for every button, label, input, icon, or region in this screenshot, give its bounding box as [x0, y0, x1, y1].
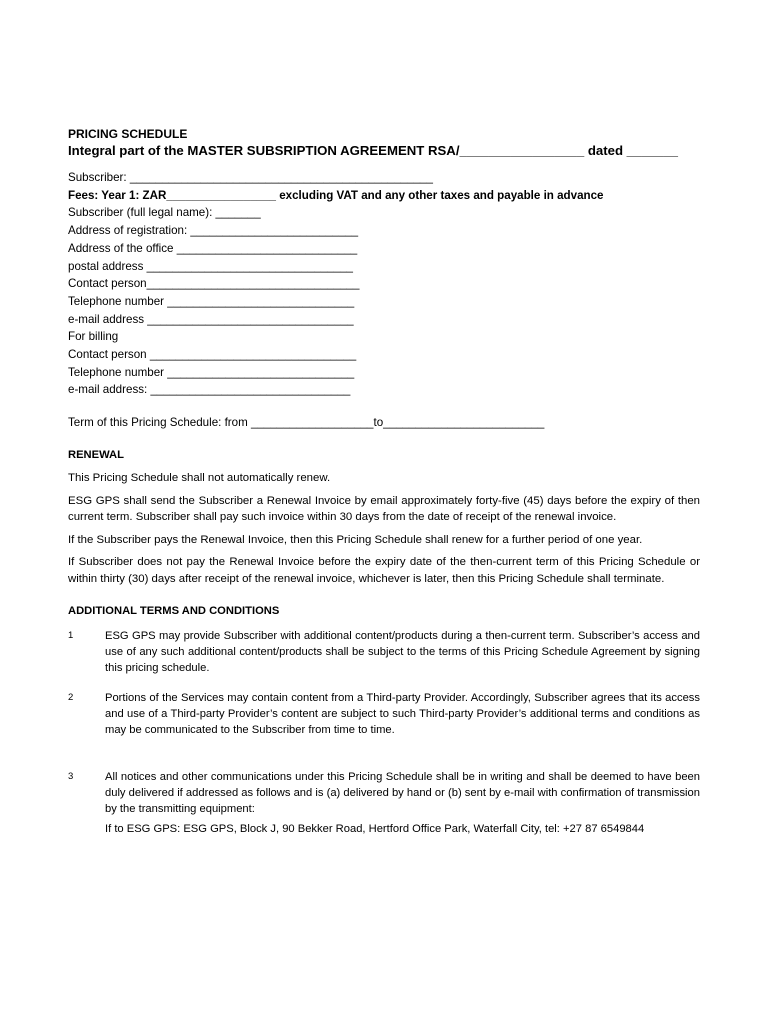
field-billing-email: e-mail address: _______________________________: [68, 383, 351, 397]
field-registration-address: Address of registration: __________________________: [68, 224, 359, 238]
billing-label: For billing: [68, 330, 119, 344]
item-text: ESG GPS may provide Subscriber with additional content/products during a then-current term. Subscriber’s access and use of any such additional content/products shall be subject to the terms of this Pricing Schedule Agreement by signing this pricing schedule.: [105, 630, 700, 675]
renewal-paragraph: If Subscriber does not pay the Renewal Invoice before the expiry date of the then-current term of this Pricing Schedule or within thirty (30) days after receipt of the renewal invoice, whichever is later, then this Pricing Schedule shall terminate.: [68, 556, 700, 585]
field-office-address: Address of the office ____________________________: [68, 241, 358, 255]
terms-item: [68, 628, 700, 676]
item-number: 1: [68, 630, 74, 642]
item-address: If to ESG GPS: ESG GPS, Block J, 90 Bekker Road, Hertford Office Park, Waterfall City, tel: +27 87 6549844: [105, 823, 645, 836]
renewal-heading: RENEWAL: [68, 449, 124, 462]
field-billing-contact: Contact person ________________________________: [68, 348, 357, 362]
item-number: 2: [68, 692, 74, 704]
additional-terms-heading: ADDITIONAL TERMS AND CONDITIONS: [68, 605, 280, 618]
renewal-paragraph: If the Subscriber pays the Renewal Invoice, then this Pricing Schedule shall renew for a further period of one year.: [68, 533, 643, 546]
document-subtitle: Integral part of the MASTER SUBSRIPTION AGREEMENT RSA/_________________ dated _______: [68, 143, 679, 158]
document-title: PRICING SCHEDULE: [68, 127, 188, 141]
terms-item: [68, 769, 700, 837]
item-text: All notices and other communications under this Pricing Schedule shall be in writing and shall be deemed to have been duly delivered if addressed as follows and is (a) delivered by hand or (b) sent by e-mail with confirmation of transmission by the transmitting equipment:: [105, 771, 700, 816]
document-page: [68, 126, 700, 837]
field-fees: Fees: Year 1: ZAR_________________ excluding VAT and any other taxes and payable in advance: [68, 188, 604, 202]
field-subscriber: Subscriber: _______________________________________________: [68, 171, 433, 184]
field-billing-telephone: Telephone number _____________________________: [68, 365, 355, 379]
item-number: 3: [68, 771, 74, 783]
renewal-paragraph: This Pricing Schedule shall not automatically renew.: [68, 472, 331, 485]
field-telephone: Telephone number _____________________________: [68, 294, 355, 308]
terms-item: [68, 690, 700, 738]
field-email: e-mail address ________________________________: [68, 312, 354, 326]
field-contact-person: Contact person_________________________________: [68, 277, 360, 291]
subscriber-fields: [68, 169, 700, 399]
field-legal-name: Subscriber (full legal name): _______: [68, 206, 261, 220]
renewal-paragraph: ESG GPS shall send the Subscriber a Renewal Invoice by email approximately forty-five (45) days before the expiry of then current term. Subscriber shall pay such invoice within 30 days from the date of receipt of the renewal invoice.: [68, 494, 700, 524]
term-line: Term of this Pricing Schedule: from ___________________to_________________________: [68, 416, 545, 430]
item-text: Portions of the Services may contain content from a Third-party Provider. Accordingly, Subscriber agrees that its access and use of a Third-party Provider’s content are subject to such Third-party Provider’s additional terms and conditions as may be communicated to the Subscriber from time to time.: [105, 692, 700, 737]
field-postal-address: postal address ________________________________: [68, 259, 353, 273]
